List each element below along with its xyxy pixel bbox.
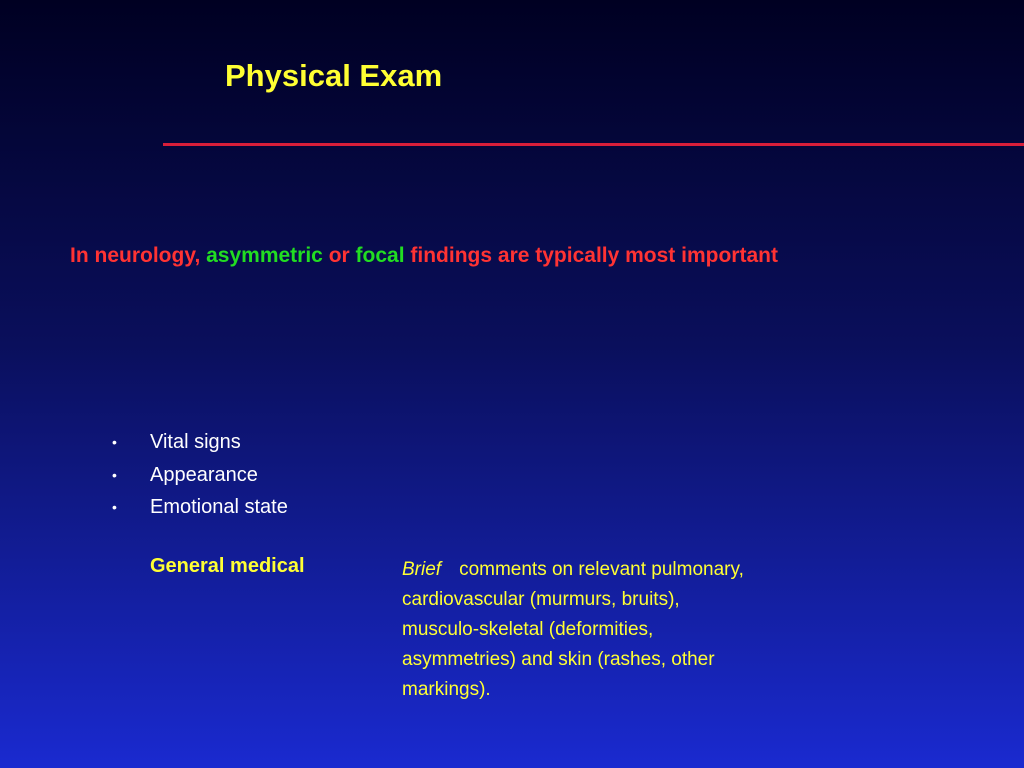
section-lead: Brief [402,559,442,580]
bullet-list [112,429,288,527]
headline-text-3: findings are typically most important [404,244,778,267]
headline [70,244,778,268]
title-divider [163,143,1024,146]
headline-keyword-asymmetric: asymmetric [206,244,323,267]
section-body-general-medical [402,555,842,705]
bullet-icon: • [112,499,117,515]
slide-title: Physical Exam [225,58,443,93]
section-line [402,555,842,585]
list-item-label: Vital signs [150,431,241,453]
bullet-icon: • [112,466,117,483]
headline-text-1: In neurology, [70,244,207,267]
section-line: musculo-skeletal (deformities, [402,619,654,640]
section-line: cardiovascular (murmurs, bruits), [402,589,680,610]
section-line: asymmetries) and skin (rashes, other [402,649,715,670]
list-item [112,429,288,462]
list-item-label: Emotional state [150,496,288,518]
section-label-general-medical: General medical [150,555,305,577]
headline-text-2: or [322,244,356,267]
headline-keyword-focal: focal [355,244,405,267]
bullet-icon: • [112,434,117,450]
section-line-text: comments on relevant pulmonary, [459,559,744,580]
list-item [112,462,288,495]
list-item-label: Appearance [150,463,258,486]
section-line: markings). [402,679,491,700]
list-item [112,494,288,527]
